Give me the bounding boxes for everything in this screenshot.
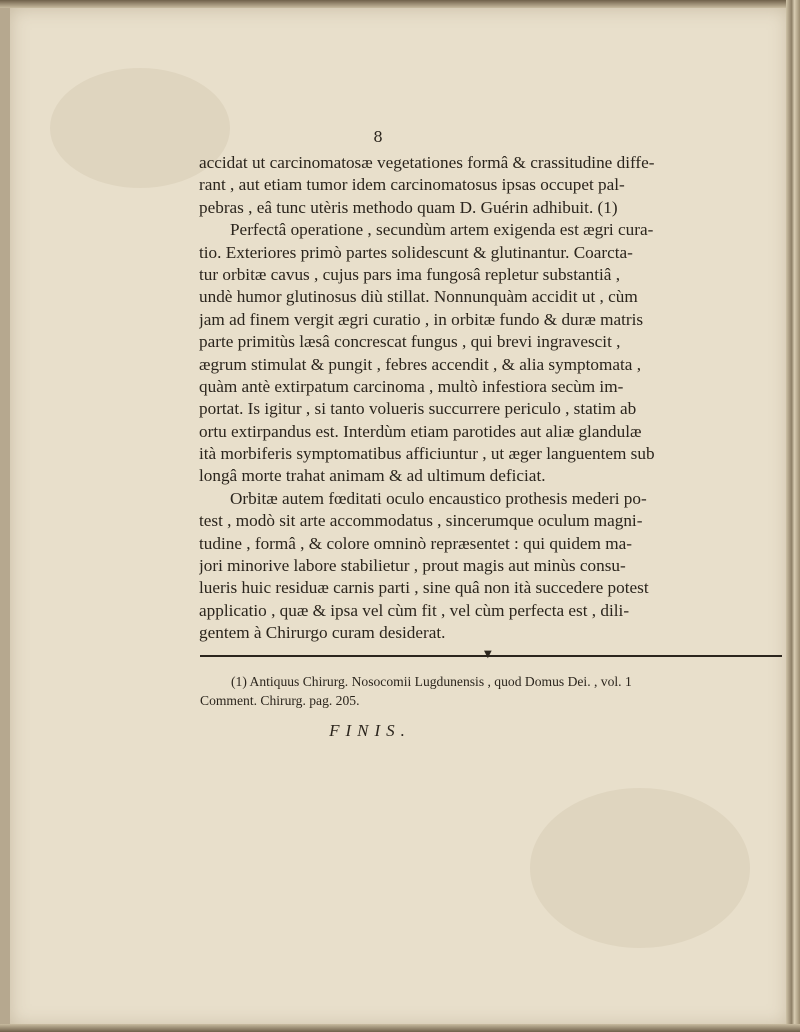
- text-line: jori minorive labore stabilietur , prout magis aut minùs consu-: [199, 556, 626, 576]
- text-line: Comment. Chirurg. pag. 205.: [200, 693, 360, 708]
- footnote: [200, 672, 782, 710]
- text-line: lueris huic residuæ carnis parti , sine quâ non ità succedere potest: [199, 578, 649, 598]
- page-number: 8: [373, 128, 383, 146]
- text-line: Orbitæ autem fœditati oculo encaustico prothesis mederi po-: [230, 488, 647, 508]
- footnote-rule: [200, 649, 782, 660]
- text-line: Perfectâ operatione , secundùm artem exigenda est ægri cura-: [230, 220, 654, 240]
- text-line: rant , aut etiam tumor idem carcinomatosus ipsas occupet pal-: [199, 175, 625, 195]
- text-line: portat. Is igitur , si tanto volueris succurrere periculo , statim ab: [199, 399, 637, 419]
- main-text: [199, 152, 781, 645]
- rule-ornament: ▼: [484, 649, 492, 660]
- text-line: (1) Antiquus Chirurg. Nosocomii Lugdunensis , quod Domus Dei. , vol. 1: [231, 674, 632, 689]
- text-line: jam ad finem vergit ægri curatio , in orbitæ fundo & duræ matris: [199, 309, 644, 329]
- text-line: tudine , formâ , & colore omninò repræsentet : qui quidem ma-: [199, 533, 632, 553]
- page-edge-bottom: [0, 1024, 800, 1032]
- text-line: quàm antè extirpatum carcinoma , multò infestiora secùm im-: [199, 376, 624, 396]
- text-line: applicatio , quæ & ipsa vel cùm fit , vel cùm perfecta est , dili-: [199, 600, 630, 620]
- text-line: tio. Exteriores primò partes solidescunt & glutinantur. Coarcta-: [199, 242, 633, 262]
- text-line: parte primitùs læsâ concrescat fungus , qui brevi ingravescit ,: [199, 332, 621, 352]
- paper-stain: [530, 788, 750, 948]
- text-line: gentem à Chirurgo curam desiderat.: [199, 623, 446, 643]
- text-line: longâ morte trahat animam & ad ultimum deficiat.: [199, 466, 546, 486]
- text-line: test , modò sit arte accommodatus , sincerumque oculum magni-: [199, 511, 643, 531]
- text-line: pebras , eâ tunc utèris methodo quam D. Guérin adhibuit. (1): [199, 197, 618, 217]
- text-line: accidat ut carcinomatosæ vegetationes formâ & crassitudine diffe-: [199, 153, 655, 172]
- text-line: undè humor glutinosus diù stillat. Nonnunquàm accidit ut , cùm: [199, 287, 638, 307]
- finis-mark: FINIS.: [329, 721, 411, 740]
- text-line: ægrum stimulat & pungit , febres accendit , & alia symptomata ,: [199, 354, 642, 374]
- text-line: ità morbiferis symptomatibus afficiuntur , ut æger languentem sub: [199, 444, 655, 464]
- page-edge-top: [0, 0, 800, 8]
- page-edge-right: [786, 0, 800, 1032]
- text-line: ortu extirpandus est. Interdùm etiam parotides aut aliæ glandulæ: [199, 421, 642, 441]
- text-line: tur orbitæ cavus , cujus pars ima fungosâ repletur substantiâ ,: [199, 264, 621, 284]
